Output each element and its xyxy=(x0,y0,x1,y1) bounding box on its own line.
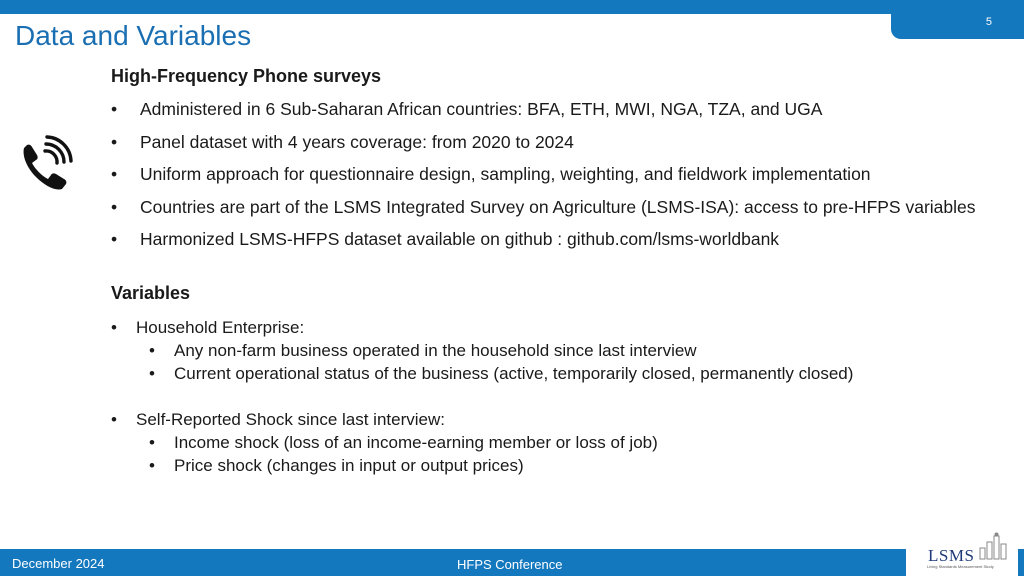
footer-date: December 2024 xyxy=(12,556,105,571)
lsms-logo xyxy=(906,530,1018,576)
sub-list xyxy=(136,339,853,385)
list-item: • Countries are part of the LSMS Integrated Survey on Agriculture (LSMS-ISA): access to pre-HFPS variables xyxy=(111,196,976,229)
list-item xyxy=(111,408,853,477)
list-item: • Price shock (changes in input or output prices) xyxy=(149,454,853,477)
list-item: • Panel dataset with 4 years coverage: from 2020 to 2024 xyxy=(111,131,976,164)
variables-list xyxy=(111,316,853,477)
variable-group-label: Household Enterprise: xyxy=(136,318,305,337)
sub-list xyxy=(136,431,853,477)
footer-bar xyxy=(0,549,1024,576)
lsms-logo-icon xyxy=(978,532,1012,560)
hfps-heading: High-Frequency Phone surveys xyxy=(111,66,382,86)
list-item: • Current operational status of the business (active, temporarily closed, permanently closed) xyxy=(149,362,853,385)
footer-conference: HFPS Conference xyxy=(457,557,563,572)
list-item: • Any non-farm business operated in the household since last interview xyxy=(149,339,853,362)
list-item: • Income shock (loss of an income-earning member or loss of job) xyxy=(149,431,853,454)
page-number-tab xyxy=(891,0,1024,39)
list-item: • Harmonized LSMS-HFPS dataset available on github : github.com/lsms-worldbank xyxy=(111,228,976,261)
page-number: 5 xyxy=(985,16,992,28)
list-item xyxy=(111,316,853,385)
top-bar xyxy=(0,0,1024,14)
logo-subtitle: Living Standards Measurement Study xyxy=(927,564,994,569)
list-item: • Uniform approach for questionnaire design, sampling, weighting, and fieldwork implementation xyxy=(111,163,976,196)
slide-title: Data and Variables xyxy=(15,20,252,51)
list-item: • Administered in 6 Sub-Saharan African countries: BFA, ETH, MWI, NGA, TZA, and UGA xyxy=(111,98,976,131)
hfps-bullet-list xyxy=(111,98,976,261)
variable-group-label: Self-Reported Shock since last interview: xyxy=(136,410,445,429)
logo-text: LSMS xyxy=(928,546,975,565)
phone-ringing-icon xyxy=(14,134,76,194)
variables-heading: Variables xyxy=(111,283,191,303)
